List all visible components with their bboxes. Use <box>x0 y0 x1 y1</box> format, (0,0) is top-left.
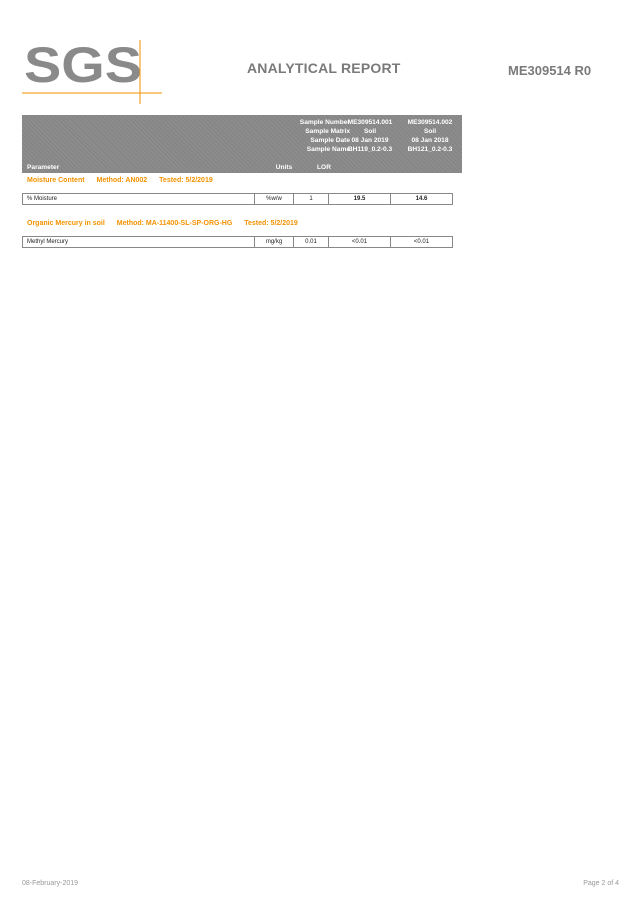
value-cell: <0.01 <box>391 237 453 248</box>
lor-cell: 0.01 <box>294 237 329 248</box>
section-name: Moisture Content <box>27 177 85 184</box>
sample-matrix: Soil <box>363 128 377 135</box>
sample-number: ME309514.002 <box>407 119 453 126</box>
sgs-logo-mark <box>22 38 162 106</box>
table-row <box>23 237 453 248</box>
lor-header: LOR <box>317 164 331 171</box>
units-cell: %w/w <box>255 194 294 205</box>
value-cell: 14.6 <box>391 194 453 205</box>
section-method: Method: AN002 <box>96 177 148 184</box>
section-title-organic-mercury <box>27 220 308 227</box>
label-sample-number: Sample Number <box>299 119 350 126</box>
sample-column-2 <box>400 118 460 154</box>
parameter-cell: Methyl Mercury <box>23 237 255 248</box>
label-sample-name: Sample Name <box>306 146 350 153</box>
section-method: Method: MA-11400-SL-SP-ORG-HG <box>116 220 233 227</box>
units-header: Units <box>275 164 293 171</box>
sample-number: ME309514.001 <box>347 119 393 126</box>
units-cell: mg/kg <box>255 237 294 248</box>
table-row <box>23 194 453 205</box>
footer-page-number: Page 2 of 4 <box>583 880 619 887</box>
report-id: ME309514 R0 <box>508 63 592 78</box>
label-sample-date: Sample Date <box>310 137 350 144</box>
sample-date: 08 Jan 2018 <box>411 137 449 144</box>
parameter-cell: % Moisture <box>23 194 255 205</box>
moisture-table <box>22 193 453 205</box>
section-tested: Tested: 5/2/2019 <box>159 177 213 184</box>
parameter-header: Parameter <box>27 164 60 171</box>
sample-matrix: Soil <box>423 128 437 135</box>
svg-text:SGS: SGS <box>24 38 142 93</box>
value-cell: 19.5 <box>329 194 391 205</box>
section-tested: Tested: 5/2/2019 <box>244 220 298 227</box>
label-sample-matrix: Sample Matrix <box>305 128 350 135</box>
sample-header-labels <box>262 118 350 154</box>
organic-mercury-table <box>22 236 453 248</box>
report-title: ANALYTICAL REPORT <box>247 60 401 76</box>
section-title-moisture <box>27 177 223 184</box>
footer-date: 08-February-2019 <box>22 880 79 887</box>
sample-name: BH119_0.2-0.3 <box>347 146 393 153</box>
sample-column-1 <box>340 118 400 154</box>
sample-date: 08 Jan 2019 <box>351 137 389 144</box>
value-cell: <0.01 <box>329 237 391 248</box>
sample-name: BH121_0.2-0.3 <box>407 146 453 153</box>
sgs-logo <box>22 38 162 106</box>
section-name: Organic Mercury in soil <box>27 220 105 227</box>
sample-header-block <box>22 115 462 173</box>
lor-cell: 1 <box>294 194 329 205</box>
